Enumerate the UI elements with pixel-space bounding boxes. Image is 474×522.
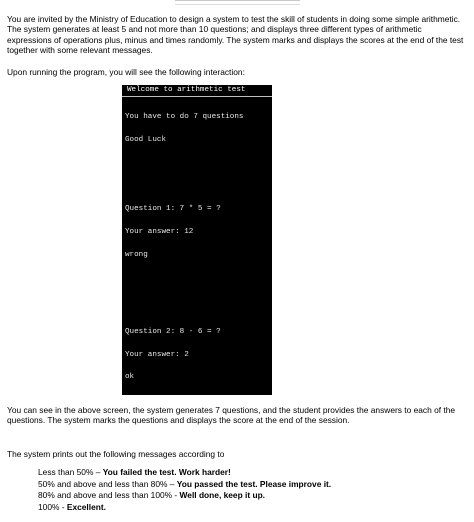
console-question: Question 1: 7 * 5 = ? [125, 205, 221, 214]
console-question: Question 2: 8 - 6 = ? [125, 327, 221, 336]
console-screenshot [122, 85, 272, 395]
message-rule [38, 490, 468, 502]
message-rule [38, 467, 468, 479]
rule-message: Excellent. [66, 501, 106, 512]
running-paragraph: Upon running the program, you will see the following interaction: [7, 67, 245, 77]
rule-range: Less than 50% – [38, 467, 103, 477]
rule-message: You failed the test. Work harder! [102, 467, 231, 477]
console-question-block [125, 313, 272, 395]
rule-message: Well done, keep it up. [179, 490, 266, 501]
messages-intro: The system prints out the following messages according to [7, 449, 225, 459]
console-title: Welcome to arithmetic test [122, 85, 272, 97]
rule-message: You passed the test. Please improve it. [176, 478, 332, 489]
page-header-rule [175, 0, 300, 5]
rule-range: 80% and above and less than 100% - [38, 490, 180, 501]
console-body [122, 97, 272, 395]
message-rule [38, 479, 468, 491]
rule-range: 100% - [38, 501, 67, 512]
message-rules-list [38, 467, 468, 513]
intro-paragraph: You are invited by the Ministry of Education to design a system to test the skill of students in doing some simple arithmetic. The system generates at least 5 and not more than 10 questions; and displays three different types of arithmetic expressions of operations plus, minus and times randomly. The system marks and displays the scores at the end of the test together with some relevant messages. [7, 14, 464, 55]
console-question-block [125, 191, 272, 298]
console-answer: Your answer: 12 [125, 228, 194, 237]
console-answer: Your answer: 2 [125, 350, 189, 359]
console-intro-line: You have to do 7 questions [125, 113, 244, 122]
explanation-paragraph: You can see in the above screen, the system generates 7 questions, and the student provides the answers to each of the questions. The system marks the questions and displays the score at the end of the session. [7, 405, 456, 426]
console-intro-line: Good Luck [125, 136, 167, 145]
console-result: wrong [125, 251, 148, 260]
message-rule [38, 502, 468, 514]
rule-range: 50% and above and less than 80% – [38, 478, 177, 489]
console-result: ok [125, 373, 135, 382]
